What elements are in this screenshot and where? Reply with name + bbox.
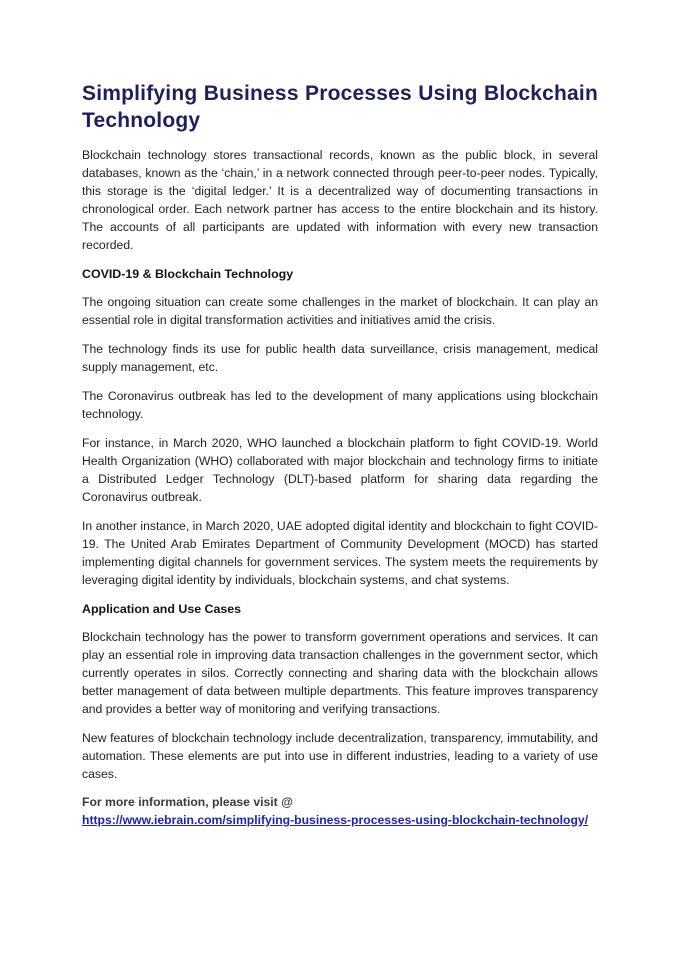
intro-paragraph: Blockchain technology stores transactional records, known as the public block, in several databases, known as the ‘chain,’ in a network connected through peer-to-peer nodes. Typically, this storage is the ‘digital ledger.’ It is a decentralized way of documenting transactions in chronological order. Each network partner has access to the entire blockchain and its history. The accounts of all participants are updated with information with every new transaction recorded. (82, 148, 598, 252)
page-title: Simplifying Business Processes Using Blockchain Technology (82, 82, 598, 132)
use-cases-paragraph-2: New features of blockchain technology include decentralization, transparency, immutability, and automation. These elements are put into use in different industries, leading to a variety of use cases. (82, 731, 598, 781)
footer-info (82, 794, 598, 829)
footer-label: For more information, please visit @ (82, 795, 293, 809)
section-heading-use-cases: Application and Use Cases (82, 602, 242, 616)
use-cases-paragraph-1: Blockchain technology has the power to transform government operations and services. It can play an essential role in improving data transaction challenges in the government sector, which currently operates in silos. Correctly connecting and sharing data with the blockchain allows better management of data between multiple departments. This feature improves transparency and provides a better way of monitoring and verifying transactions. (82, 630, 598, 716)
covid-paragraph-2: The technology finds its use for public health data surveillance, crisis management, medical supply management, etc. (82, 342, 598, 374)
covid-paragraph-5: In another instance, in March 2020, UAE adopted digital identity and blockchain to fight COVID-19. The United Arab Emirates Department of Community Development (MOCD) has started implementing digital channels for government services. The system meets the requirements by leveraging digital identity by individuals, blockchain systems, and chat systems. (82, 519, 598, 587)
covid-paragraph-1: The ongoing situation can create some challenges in the market of blockchain. It can play an essential role in digital transformation activities and initiatives amid the crisis. (82, 295, 598, 327)
covid-paragraph-4: For instance, in March 2020, WHO launched a blockchain platform to fight COVID-19. World Health Organization (WHO) collaborated with major blockchain and technology firms to initiate a Distributed Ledger Technology (DLT)-based platform for sharing data regarding the Coronavirus outbreak. (82, 436, 598, 504)
section-heading-covid: COVID-19 & Blockchain Technology (82, 267, 294, 281)
covid-paragraph-3: The Coronavirus outbreak has led to the development of many applications using blockchain technology. (82, 389, 598, 421)
source-link[interactable]: https://www.iebrain.com/simplifying-business-processes-using-blockchain-technology/ (82, 813, 589, 827)
